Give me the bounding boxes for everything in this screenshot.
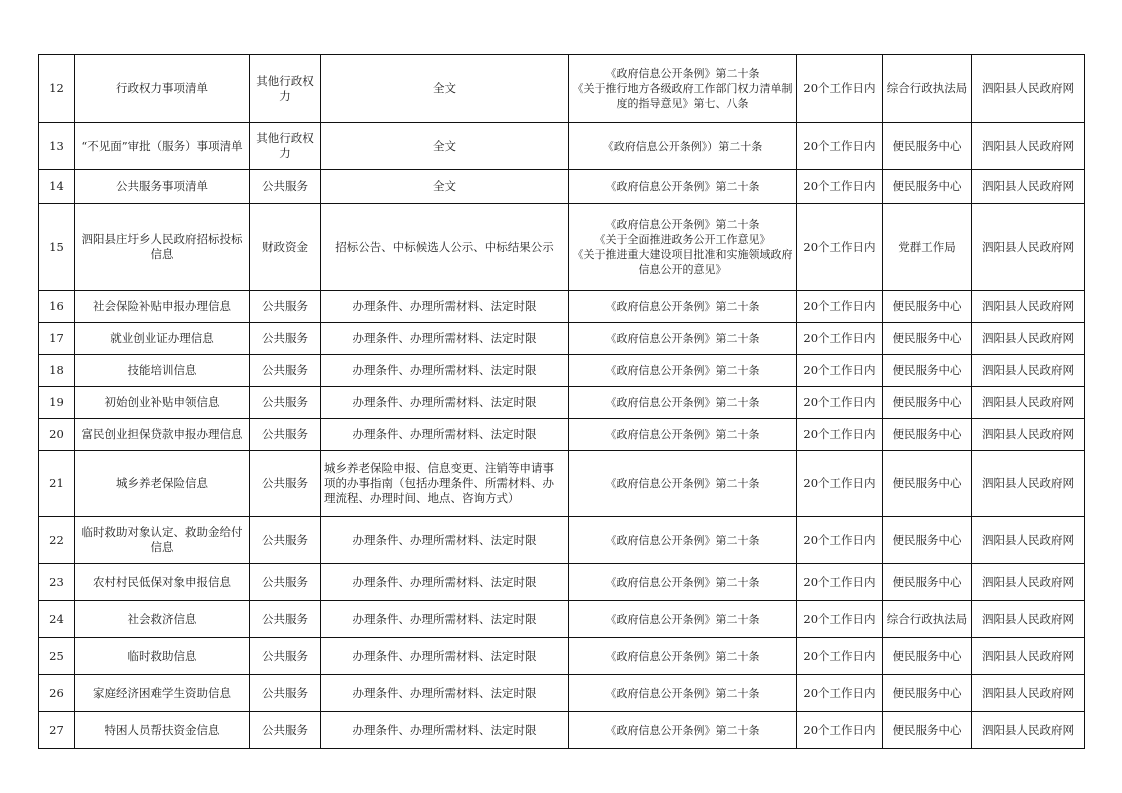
content-cell: 办理条件、办理所需材料、法定时限 [321, 517, 569, 564]
department-cell: 便民服务中心 [883, 419, 972, 451]
item-name-cell: 技能培训信息 [75, 355, 250, 387]
table-row [39, 355, 1085, 387]
content-cell: 办理条件、办理所需材料、法定时限 [321, 601, 569, 638]
category-cell: 公共服务 [250, 675, 321, 712]
basis-cell: 《政府信息公开条例》第二十条 [569, 419, 797, 451]
channel-cell: 泗阳县人民政府网 [972, 55, 1085, 123]
row-number-cell: 22 [39, 517, 75, 564]
basis-cell: 《政府信息公开条例》第二十条 [569, 712, 797, 749]
basis-cell: 《政府信息公开条例》第二十条 [569, 170, 797, 204]
row-number-cell: 23 [39, 564, 75, 601]
department-cell: 便民服务中心 [883, 451, 972, 517]
time-limit-cell: 20个工作日内 [797, 675, 883, 712]
content-cell: 办理条件、办理所需材料、法定时限 [321, 323, 569, 355]
row-number-cell: 15 [39, 204, 75, 291]
table-row [39, 517, 1085, 564]
row-number-cell: 17 [39, 323, 75, 355]
department-cell: 便民服务中心 [883, 123, 972, 170]
department-cell: 便民服务中心 [883, 170, 972, 204]
basis-cell: 《政府信息公开条例》第二十条 [569, 355, 797, 387]
category-cell: 公共服务 [250, 323, 321, 355]
item-name-cell: 农村村民低保对象申报信息 [75, 564, 250, 601]
item-name-cell: 临时救助信息 [75, 638, 250, 675]
table-row [39, 675, 1085, 712]
basis-cell: 《政府信息公开条例》第二十条 《关于全面推进政务公开工作意见》 《关于推进重大建设项目批准和实施领域政府信息公开的意见》 [569, 204, 797, 291]
content-cell: 办理条件、办理所需材料、法定时限 [321, 291, 569, 323]
category-cell: 公共服务 [250, 712, 321, 749]
department-cell: 综合行政执法局 [883, 601, 972, 638]
category-cell: 公共服务 [250, 291, 321, 323]
basis-cell: 《政府信息公开条例》）第二十条 [569, 123, 797, 170]
channel-cell: 泗阳县人民政府网 [972, 638, 1085, 675]
time-limit-cell: 20个工作日内 [797, 291, 883, 323]
row-number-cell: 20 [39, 419, 75, 451]
channel-cell: 泗阳县人民政府网 [972, 601, 1085, 638]
channel-cell: 泗阳县人民政府网 [972, 712, 1085, 749]
row-number-cell: 25 [39, 638, 75, 675]
category-cell: 其他行政权力 [250, 55, 321, 123]
category-cell: 公共服务 [250, 355, 321, 387]
channel-cell: 泗阳县人民政府网 [972, 204, 1085, 291]
item-name-cell: 就业创业证办理信息 [75, 323, 250, 355]
department-cell: 便民服务中心 [883, 355, 972, 387]
time-limit-cell: 20个工作日内 [797, 517, 883, 564]
department-cell: 便民服务中心 [883, 675, 972, 712]
time-limit-cell: 20个工作日内 [797, 123, 883, 170]
time-limit-cell: 20个工作日内 [797, 204, 883, 291]
basis-cell: 《政府信息公开条例》第二十条 [569, 601, 797, 638]
item-name-cell: 富民创业担保贷款申报办理信息 [75, 419, 250, 451]
row-number-cell: 13 [39, 123, 75, 170]
table-row [39, 204, 1085, 291]
category-cell: 公共服务 [250, 387, 321, 419]
time-limit-cell: 20个工作日内 [797, 601, 883, 638]
table-body [39, 55, 1085, 749]
item-name-cell: 特困人员帮扶资金信息 [75, 712, 250, 749]
table-row [39, 170, 1085, 204]
table-row [39, 638, 1085, 675]
basis-cell: 《政府信息公开条例》第二十条 [569, 517, 797, 564]
category-cell: 公共服务 [250, 419, 321, 451]
category-cell: 公共服务 [250, 517, 321, 564]
table-row [39, 387, 1085, 419]
item-name-cell: 行政权力事项清单 [75, 55, 250, 123]
time-limit-cell: 20个工作日内 [797, 55, 883, 123]
time-limit-cell: 20个工作日内 [797, 355, 883, 387]
category-cell: 公共服务 [250, 451, 321, 517]
table-row [39, 123, 1085, 170]
table-row [39, 712, 1085, 749]
row-number-cell: 24 [39, 601, 75, 638]
row-number-cell: 14 [39, 170, 75, 204]
department-cell: 便民服务中心 [883, 323, 972, 355]
channel-cell: 泗阳县人民政府网 [972, 291, 1085, 323]
disclosure-table [38, 54, 1085, 749]
row-number-cell: 26 [39, 675, 75, 712]
content-cell: 全文 [321, 123, 569, 170]
content-cell: 全文 [321, 55, 569, 123]
department-cell: 便民服务中心 [883, 291, 972, 323]
time-limit-cell: 20个工作日内 [797, 419, 883, 451]
department-cell: 党群工作局 [883, 204, 972, 291]
row-number-cell: 27 [39, 712, 75, 749]
item-name-cell: 社会保险补贴申报办理信息 [75, 291, 250, 323]
table-row [39, 323, 1085, 355]
basis-cell: 《政府信息公开条例》第二十条 [569, 638, 797, 675]
item-name-cell: 城乡养老保险信息 [75, 451, 250, 517]
content-cell: 办理条件、办理所需材料、法定时限 [321, 355, 569, 387]
basis-cell: 《政府信息公开条例》第二十条 [569, 675, 797, 712]
department-cell: 便民服务中心 [883, 517, 972, 564]
content-cell: 招标公告、中标候选人公示、中标结果公示 [321, 204, 569, 291]
channel-cell: 泗阳县人民政府网 [972, 387, 1085, 419]
channel-cell: 泗阳县人民政府网 [972, 419, 1085, 451]
category-cell: 公共服务 [250, 638, 321, 675]
item-name-cell: 社会救济信息 [75, 601, 250, 638]
department-cell: 便民服务中心 [883, 564, 972, 601]
content-cell: 办理条件、办理所需材料、法定时限 [321, 712, 569, 749]
time-limit-cell: 20个工作日内 [797, 564, 883, 601]
channel-cell: 泗阳县人民政府网 [972, 675, 1085, 712]
category-cell: 公共服务 [250, 564, 321, 601]
item-name-cell: 泗阳县庄圩乡人民政府招标投标信息 [75, 204, 250, 291]
channel-cell: 泗阳县人民政府网 [972, 123, 1085, 170]
item-name-cell: 临时救助对象认定、救助金给付信息 [75, 517, 250, 564]
row-number-cell: 18 [39, 355, 75, 387]
basis-cell: 《政府信息公开条例》第二十条 [569, 564, 797, 601]
content-cell: 城乡养老保险申报、信息变更、注销等申请事项的办事指南（包括办理条件、所需材料、办理流程、办理时间、地点、咨询方式） [321, 451, 569, 517]
item-name-cell: “不见面”审批（服务）事项清单 [75, 123, 250, 170]
table-row [39, 291, 1085, 323]
channel-cell: 泗阳县人民政府网 [972, 170, 1085, 204]
department-cell: 综合行政执法局 [883, 55, 972, 123]
time-limit-cell: 20个工作日内 [797, 387, 883, 419]
basis-cell: 《政府信息公开条例》第二十条 [569, 323, 797, 355]
channel-cell: 泗阳县人民政府网 [972, 451, 1085, 517]
basis-cell: 《政府信息公开条例》第二十条 《关于推行地方各级政府工作部门权力清单制度的指导意见》第七、八条 [569, 55, 797, 123]
basis-cell: 《政府信息公开条例》第二十条 [569, 451, 797, 517]
table-row [39, 601, 1085, 638]
department-cell: 便民服务中心 [883, 387, 972, 419]
table-row [39, 451, 1085, 517]
item-name-cell: 家庭经济困难学生资助信息 [75, 675, 250, 712]
basis-cell: 《政府信息公开条例》第二十条 [569, 387, 797, 419]
row-number-cell: 19 [39, 387, 75, 419]
item-name-cell: 初始创业补贴申领信息 [75, 387, 250, 419]
time-limit-cell: 20个工作日内 [797, 451, 883, 517]
channel-cell: 泗阳县人民政府网 [972, 564, 1085, 601]
item-name-cell: 公共服务事项清单 [75, 170, 250, 204]
time-limit-cell: 20个工作日内 [797, 638, 883, 675]
category-cell: 其他行政权力 [250, 123, 321, 170]
channel-cell: 泗阳县人民政府网 [972, 517, 1085, 564]
channel-cell: 泗阳县人民政府网 [972, 323, 1085, 355]
time-limit-cell: 20个工作日内 [797, 712, 883, 749]
content-cell: 办理条件、办理所需材料、法定时限 [321, 419, 569, 451]
channel-cell: 泗阳县人民政府网 [972, 355, 1085, 387]
table-row [39, 419, 1085, 451]
time-limit-cell: 20个工作日内 [797, 170, 883, 204]
basis-cell: 《政府信息公开条例》第二十条 [569, 291, 797, 323]
row-number-cell: 21 [39, 451, 75, 517]
content-cell: 办理条件、办理所需材料、法定时限 [321, 638, 569, 675]
table-row [39, 564, 1085, 601]
time-limit-cell: 20个工作日内 [797, 323, 883, 355]
row-number-cell: 12 [39, 55, 75, 123]
department-cell: 便民服务中心 [883, 638, 972, 675]
content-cell: 办理条件、办理所需材料、法定时限 [321, 564, 569, 601]
category-cell: 公共服务 [250, 170, 321, 204]
content-cell: 办理条件、办理所需材料、法定时限 [321, 387, 569, 419]
row-number-cell: 16 [39, 291, 75, 323]
department-cell: 便民服务中心 [883, 712, 972, 749]
content-cell: 办理条件、办理所需材料、法定时限 [321, 675, 569, 712]
content-cell: 全文 [321, 170, 569, 204]
category-cell: 公共服务 [250, 601, 321, 638]
category-cell: 财政资金 [250, 204, 321, 291]
table-row [39, 55, 1085, 123]
